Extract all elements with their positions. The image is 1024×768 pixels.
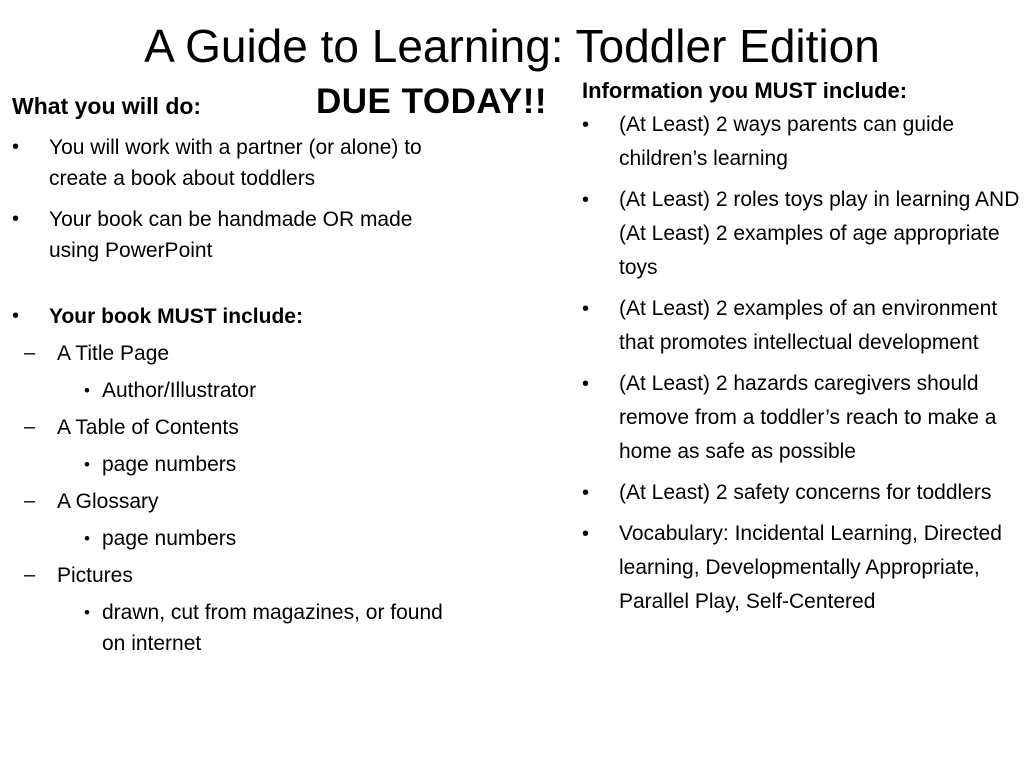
list-item: • Vocabulary: Incidental Learning, Directed learning, Developmentally Appropriate, Parallel Play, Self-Centered bbox=[582, 517, 1022, 619]
requirement-detail: • drawn, cut from magazines, or found on internet bbox=[12, 597, 452, 659]
list-item: • (At Least) 2 hazards caregivers should remove from a toddler’s reach to make a home as safe as possible bbox=[582, 367, 1022, 469]
bullet-icon: • bbox=[12, 305, 20, 327]
information-heading: Information you MUST include: bbox=[582, 78, 908, 103]
bullet-icon: • bbox=[84, 529, 90, 548]
dash-icon: – bbox=[24, 564, 36, 586]
requirement-item: – Pictures bbox=[12, 560, 452, 591]
dash-icon: – bbox=[24, 416, 36, 438]
list-item: • (At Least) 2 roles toys play in learning AND (At Least) 2 examples of age appropriate toys bbox=[582, 183, 1022, 285]
requirement-detail: • page numbers bbox=[12, 449, 452, 480]
dash-icon: – bbox=[24, 342, 36, 364]
requirement-detail: • Author/Illustrator bbox=[12, 375, 452, 406]
book-must-include-item: • Your book MUST include: bbox=[12, 301, 452, 332]
list-item: • You will work with a partner (or alone) to create a book about toddlers bbox=[12, 132, 452, 194]
left-column bbox=[12, 90, 452, 659]
information-list bbox=[582, 108, 1022, 619]
bullet-icon: • bbox=[582, 189, 590, 211]
bullet-icon: • bbox=[84, 381, 90, 400]
bullet-icon: • bbox=[582, 373, 590, 395]
bullet-icon: • bbox=[582, 482, 590, 504]
list-item: • (At Least) 2 examples of an environment that promotes intellectual development bbox=[582, 292, 1022, 360]
due-today-banner: DUE TODAY!! bbox=[316, 82, 548, 121]
bullet-icon: • bbox=[84, 603, 90, 622]
requirement-detail: • page numbers bbox=[12, 523, 452, 554]
slide-title: A Guide to Learning: Toddler Edition bbox=[144, 20, 880, 72]
bullet-icon: • bbox=[582, 298, 590, 320]
list-item: • (At Least) 2 safety concerns for toddlers bbox=[582, 476, 1022, 510]
requirement-item: – A Table of Contents bbox=[12, 412, 452, 443]
bullet-icon: • bbox=[12, 208, 20, 230]
right-column bbox=[582, 76, 1022, 619]
bullet-icon: • bbox=[84, 455, 90, 474]
what-you-will-do-heading: What you will do: bbox=[12, 93, 202, 119]
requirement-item: – A Title Page bbox=[12, 338, 452, 369]
bullet-icon: • bbox=[582, 523, 590, 545]
bullet-icon: • bbox=[12, 136, 20, 158]
dash-icon: – bbox=[24, 490, 36, 512]
requirement-item: – A Glossary bbox=[12, 486, 452, 517]
list-item: • Your book can be handmade OR made using PowerPoint bbox=[12, 204, 452, 266]
task-list bbox=[12, 132, 452, 659]
bullet-icon: • bbox=[582, 114, 590, 136]
list-item: • (At Least) 2 ways parents can guide children’s learning bbox=[582, 108, 1022, 176]
